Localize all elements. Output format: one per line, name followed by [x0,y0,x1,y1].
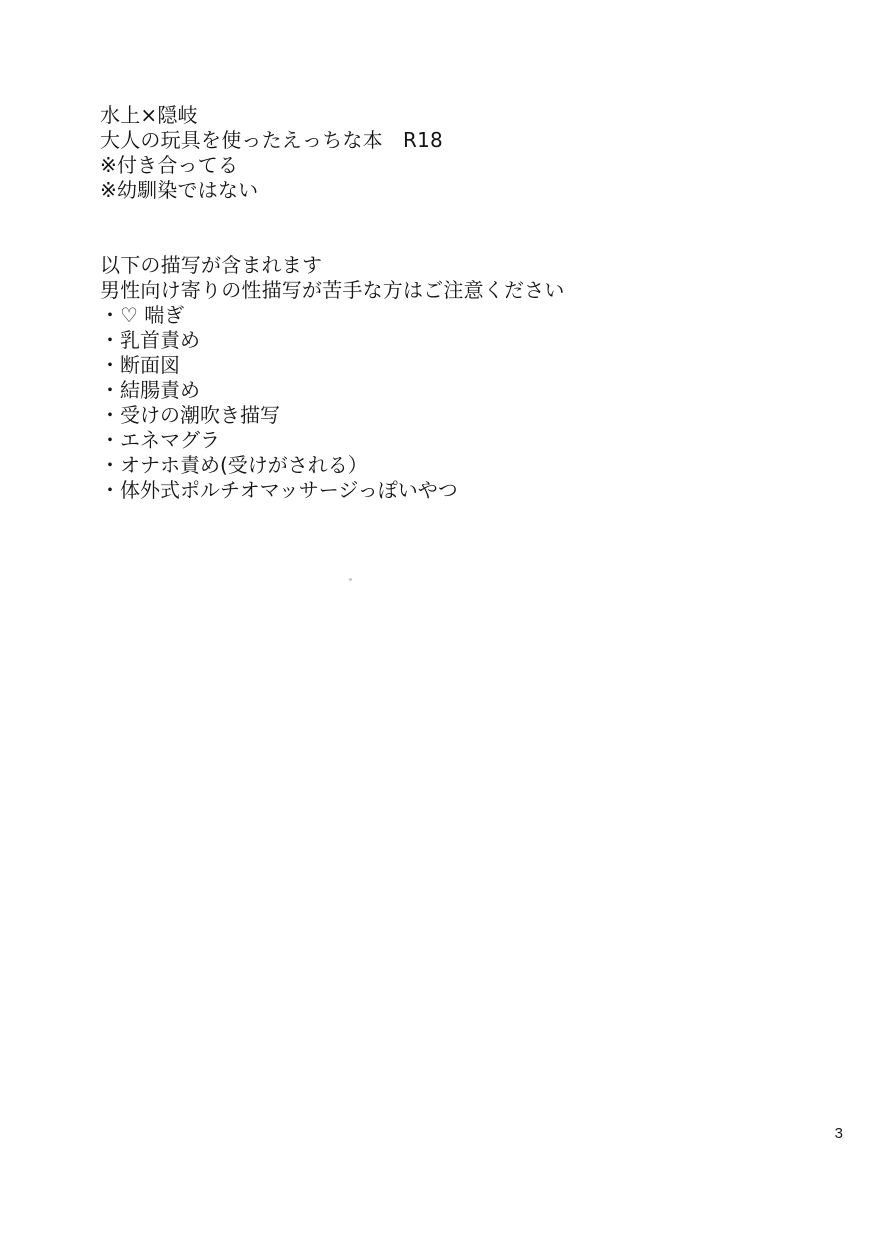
warning-intro-line-2: 男性向け寄りの性描写が苦手な方はご注意ください [100,278,565,302]
warning-item-8: ・体外式ポルチオマッサージっぽいやつ [100,478,458,502]
header-block [100,103,800,203]
warning-item-1: ・♡ 喘ぎ [100,303,185,327]
header-line-2: 大人の玩具を使ったえっちな本 R18 [100,128,443,152]
warning-intro-line-1: 以下の描写が含まれます [100,253,323,277]
header-line-4: ※幼馴染ではない [100,178,259,202]
header-line-1: 水上×隠岐 [100,103,198,127]
warning-item-2: ・乳首責め [100,328,200,352]
warning-item-5: ・受けの潮吹き描写 [100,403,280,427]
stray-dot-mark [349,578,352,581]
warning-item-3: ・断面図 [100,353,180,377]
header-line-3: ※付き合ってる [100,153,239,177]
warning-item-6: ・エネマグラ [100,428,220,452]
warning-block [100,253,800,503]
warning-item-7: ・オナホ責め(受けがされる） [100,453,368,477]
page-number: 3 [834,1125,843,1142]
warning-item-4: ・結腸責め [100,378,200,402]
